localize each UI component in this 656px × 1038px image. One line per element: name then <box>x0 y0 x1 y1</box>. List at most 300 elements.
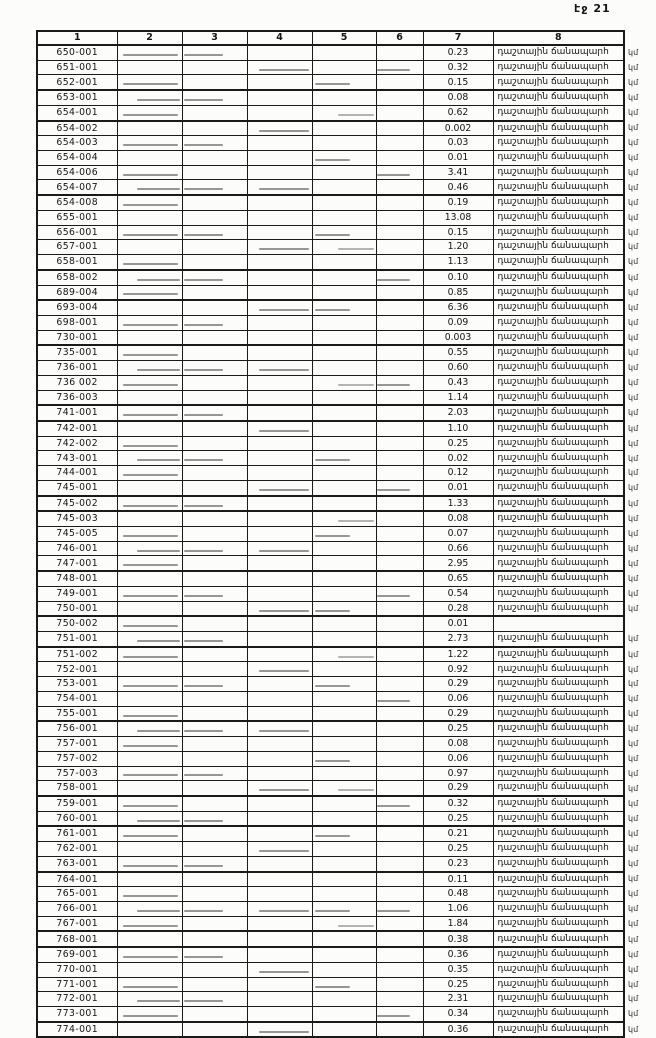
empty-cell <box>182 1022 247 1038</box>
empty-cell <box>312 375 376 390</box>
empty-cell <box>376 421 423 436</box>
road-type-cell: դաշտային ճանապարհ <box>493 691 624 706</box>
empty-cell <box>312 826 376 841</box>
table-row <box>37 842 656 857</box>
road-type-cell: դաշտային ճանապարհ <box>493 270 624 285</box>
parcel-code-cell: 769-001 <box>37 947 117 962</box>
empty-cell <box>117 165 182 180</box>
unit-cell: կմ <box>628 348 639 358</box>
unit-cell: կմ <box>628 123 639 133</box>
road-type-cell: դաշտային ճանապարհ <box>493 556 624 571</box>
road-type-cell: դաշտային ճանապարհ <box>493 632 624 647</box>
table-row <box>37 647 656 662</box>
column-header-5: 5 <box>312 31 376 45</box>
table-row <box>37 136 656 151</box>
empty-cell <box>376 136 423 151</box>
road-type-cell: դաշտային ճանապարհ <box>493 677 624 692</box>
unit-cell: կմ <box>628 603 639 613</box>
empty-cell <box>182 45 247 60</box>
parcel-code-cell: 748-001 <box>37 571 117 586</box>
empty-cell <box>117 330 182 345</box>
empty-cell <box>182 556 247 571</box>
parcel-code-cell: 652-001 <box>37 75 117 90</box>
empty-cell <box>376 737 423 752</box>
road-type-cell: դաշտային ճանապարհ <box>493 375 624 390</box>
unit-cell: կմ <box>628 213 639 223</box>
empty-cell <box>376 45 423 60</box>
empty-cell <box>247 962 312 977</box>
empty-cell <box>117 421 182 436</box>
table-row <box>37 751 656 766</box>
empty-cell <box>247 1022 312 1038</box>
table-row <box>37 405 656 421</box>
empty-cell <box>182 315 247 330</box>
empty-cell <box>376 677 423 692</box>
unit-cell: կմ <box>628 153 639 163</box>
road-type-cell: դաշտային ճանապարհ <box>493 992 624 1007</box>
empty-cell <box>247 180 312 195</box>
empty-cell <box>182 165 247 180</box>
empty-cell <box>182 586 247 601</box>
empty-cell <box>312 677 376 692</box>
table-row <box>37 601 656 616</box>
parcel-code-cell: 757-002 <box>37 751 117 766</box>
area-value-cell: 2.73 <box>423 632 493 647</box>
area-value-cell: 0.92 <box>423 662 493 677</box>
empty-cell <box>376 601 423 616</box>
empty-cell <box>182 931 247 947</box>
empty-cell <box>247 255 312 270</box>
page-number-label: էջ 21 <box>574 2 611 15</box>
area-value-cell: 0.38 <box>423 931 493 947</box>
empty-cell <box>312 842 376 857</box>
empty-cell <box>182 285 247 300</box>
empty-cell <box>312 811 376 826</box>
table-row <box>37 962 656 977</box>
empty-cell <box>247 947 312 962</box>
road-type-cell: դաշտային ճանապարհ <box>493 165 624 180</box>
area-value-cell: 2.31 <box>423 992 493 1007</box>
road-type-cell: դաշտային ճանապարհ <box>493 361 624 376</box>
empty-cell <box>117 962 182 977</box>
empty-cell <box>376 916 423 931</box>
empty-cell <box>312 105 376 120</box>
table-row <box>37 195 656 210</box>
table-row <box>37 330 656 345</box>
empty-cell <box>312 962 376 977</box>
table-row <box>37 345 656 360</box>
empty-cell <box>247 151 312 166</box>
area-value-cell: 0.08 <box>423 90 493 105</box>
empty-cell <box>376 210 423 225</box>
empty-cell <box>117 210 182 225</box>
empty-cell <box>117 375 182 390</box>
road-type-cell: դաշտային ճանապարհ <box>493 781 624 796</box>
empty-cell <box>117 527 182 542</box>
parcel-code-cell: 736 002 <box>37 375 117 390</box>
empty-cell <box>117 856 182 871</box>
unit-cell: կմ <box>628 438 639 448</box>
empty-cell <box>117 136 182 151</box>
road-type-cell: դաշտային ճանապարհ <box>493 601 624 616</box>
parcel-code-cell: 751-001 <box>37 632 117 647</box>
empty-cell <box>117 691 182 706</box>
empty-cell <box>117 781 182 796</box>
parcel-code-cell: 654-002 <box>37 121 117 136</box>
table-row <box>37 436 656 451</box>
road-type-cell: դաշտային ճանապարհ <box>493 916 624 931</box>
empty-cell <box>312 766 376 781</box>
parcel-code-cell: 656-001 <box>37 225 117 240</box>
parcel-code-cell: 745-002 <box>37 496 117 512</box>
table-row <box>37 872 656 887</box>
road-type-cell: դաշտային ճանապարհ <box>493 180 624 195</box>
road-type-cell: դաշտային ճանապարհ <box>493 436 624 451</box>
empty-cell <box>247 285 312 300</box>
road-type-cell: դաշտային ճանապարհ <box>493 706 624 721</box>
empty-cell <box>247 662 312 677</box>
area-value-cell: 0.08 <box>423 511 493 526</box>
empty-cell <box>312 136 376 151</box>
empty-cell <box>182 240 247 255</box>
empty-cell <box>117 225 182 240</box>
empty-cell <box>117 121 182 136</box>
road-type-cell: դաշտային ճանապարհ <box>493 285 624 300</box>
empty-cell <box>376 721 423 736</box>
empty-cell <box>376 225 423 240</box>
table-row <box>37 556 656 571</box>
empty-cell <box>312 737 376 752</box>
area-value-cell: 0.29 <box>423 781 493 796</box>
empty-cell <box>247 345 312 360</box>
empty-cell <box>312 75 376 90</box>
table-row <box>37 466 656 481</box>
unit-cell: կմ <box>628 227 639 237</box>
empty-cell <box>117 571 182 586</box>
empty-cell <box>312 916 376 931</box>
road-type-cell: դաշտային ճանապարհ <box>493 1022 624 1038</box>
area-value-cell: 0.35 <box>423 962 493 977</box>
parcel-code-cell: 765-001 <box>37 887 117 902</box>
empty-cell <box>376 285 423 300</box>
column-header-4: 4 <box>247 31 312 45</box>
road-type-cell: դաշտային ճանապարհ <box>493 826 624 841</box>
empty-cell <box>117 931 182 947</box>
empty-cell <box>247 405 312 421</box>
parcel-code-cell: 749-001 <box>37 586 117 601</box>
area-value-cell: 0.25 <box>423 842 493 857</box>
parcel-code-cell: 658-001 <box>37 255 117 270</box>
table-row <box>37 947 656 962</box>
empty-cell <box>247 901 312 916</box>
empty-cell <box>247 977 312 992</box>
unit-cell: կմ <box>628 904 639 914</box>
parcel-code-cell: 758-001 <box>37 781 117 796</box>
empty-cell <box>376 842 423 857</box>
empty-cell <box>376 977 423 992</box>
empty-cell <box>117 977 182 992</box>
empty-cell <box>182 195 247 210</box>
road-type-cell: դաշտային ճանապարհ <box>493 151 624 166</box>
empty-cell <box>312 60 376 75</box>
table-row <box>37 811 656 826</box>
empty-cell <box>312 225 376 240</box>
empty-cell <box>247 361 312 376</box>
empty-cell <box>312 541 376 556</box>
empty-cell <box>376 571 423 586</box>
table-row <box>37 75 656 90</box>
area-value-cell: 0.002 <box>423 121 493 136</box>
table-row <box>37 105 656 120</box>
empty-cell <box>117 361 182 376</box>
parcel-code-cell: 751-002 <box>37 647 117 662</box>
empty-cell <box>247 541 312 556</box>
unit-cell: կմ <box>628 994 639 1004</box>
road-type-cell: դաշտային ճանապարհ <box>493 405 624 421</box>
parcel-code-cell: 747-001 <box>37 556 117 571</box>
empty-cell <box>247 511 312 526</box>
unit-cell: կմ <box>628 529 639 539</box>
unit-cell: կմ <box>628 859 639 869</box>
empty-cell <box>247 586 312 601</box>
empty-cell <box>376 556 423 571</box>
empty-cell <box>117 496 182 512</box>
table-row <box>37 766 656 781</box>
empty-cell <box>247 1007 312 1022</box>
empty-cell <box>182 601 247 616</box>
empty-cell <box>376 751 423 766</box>
empty-cell <box>376 105 423 120</box>
empty-cell <box>376 872 423 887</box>
table-row <box>37 240 656 255</box>
empty-cell <box>376 947 423 962</box>
area-value-cell: 1.84 <box>423 916 493 931</box>
empty-cell <box>312 451 376 466</box>
unit-cell: կմ <box>628 588 639 598</box>
empty-cell <box>182 826 247 841</box>
parcel-code-cell: 742-002 <box>37 436 117 451</box>
empty-cell <box>117 541 182 556</box>
road-type-cell: դաշտային ճանապարհ <box>493 947 624 962</box>
area-value-cell: 0.85 <box>423 285 493 300</box>
parcel-code-cell: 650-001 <box>37 45 117 60</box>
table-row <box>37 721 656 736</box>
table-row <box>37 977 656 992</box>
empty-cell <box>182 361 247 376</box>
unit-cell: կմ <box>628 62 639 72</box>
empty-cell <box>117 285 182 300</box>
area-value-cell: 1.13 <box>423 255 493 270</box>
empty-cell <box>312 887 376 902</box>
unit-cell: կմ <box>628 649 639 659</box>
column-header-7: 7 <box>423 31 493 45</box>
empty-cell <box>182 511 247 526</box>
parcel-code-cell: 767-001 <box>37 916 117 931</box>
unit-cell: կմ <box>628 949 639 959</box>
unit-cell: կմ <box>628 798 639 808</box>
empty-cell <box>247 616 312 631</box>
area-value-cell: 0.34 <box>423 1007 493 1022</box>
empty-cell <box>376 511 423 526</box>
unit-cell: կմ <box>628 408 639 418</box>
parcel-code-cell: 654-008 <box>37 195 117 210</box>
parcel-code-cell: 763-001 <box>37 856 117 871</box>
empty-cell <box>247 601 312 616</box>
parcel-code-cell: 768-001 <box>37 931 117 947</box>
area-value-cell: 0.28 <box>423 601 493 616</box>
area-value-cell: 0.03 <box>423 136 493 151</box>
table-row <box>37 210 656 225</box>
empty-cell <box>117 270 182 285</box>
empty-cell <box>117 300 182 315</box>
empty-cell <box>182 677 247 692</box>
empty-cell <box>376 811 423 826</box>
empty-cell <box>247 737 312 752</box>
empty-cell <box>376 691 423 706</box>
empty-cell <box>182 781 247 796</box>
unit-cell: կմ <box>628 558 639 568</box>
empty-cell <box>247 556 312 571</box>
parcel-code-cell: 757-001 <box>37 737 117 752</box>
empty-cell <box>376 706 423 721</box>
empty-cell <box>376 1022 423 1038</box>
unit-cell: կմ <box>628 198 639 208</box>
road-type-cell: դաշտային ճանապարհ <box>493 962 624 977</box>
empty-cell <box>247 225 312 240</box>
table-row <box>37 901 656 916</box>
parcel-code-cell: 755-001 <box>37 706 117 721</box>
empty-cell <box>376 527 423 542</box>
empty-cell <box>376 361 423 376</box>
empty-cell <box>182 121 247 136</box>
table-row <box>37 361 656 376</box>
road-type-cell: դաշտային ճանապարհ <box>493 856 624 871</box>
area-value-cell: 0.25 <box>423 811 493 826</box>
table-row <box>37 180 656 195</box>
road-type-cell: դաշտային ճանապարհ <box>493 105 624 120</box>
empty-cell <box>376 781 423 796</box>
empty-cell <box>117 451 182 466</box>
empty-cell <box>247 210 312 225</box>
empty-cell <box>182 616 247 631</box>
parcel-code-cell: 735-001 <box>37 345 117 360</box>
empty-cell <box>117 992 182 1007</box>
empty-cell <box>247 781 312 796</box>
empty-cell <box>376 345 423 360</box>
empty-cell <box>247 872 312 887</box>
empty-cell <box>247 105 312 120</box>
parcel-code-cell: 653-001 <box>37 90 117 105</box>
table-row <box>37 300 656 315</box>
table-row <box>37 931 656 947</box>
parcel-code-cell: 750-002 <box>37 616 117 631</box>
empty-cell <box>376 480 423 495</box>
unit-cell: կմ <box>628 333 639 343</box>
road-type-cell: դաշտային ճանապարհ <box>493 210 624 225</box>
empty-cell <box>376 300 423 315</box>
area-value-cell: 0.02 <box>423 451 493 466</box>
road-type-cell: դաշտային ճանապարհ <box>493 345 624 360</box>
empty-cell <box>182 647 247 662</box>
empty-cell <box>182 901 247 916</box>
empty-cell <box>247 90 312 105</box>
empty-cell <box>247 527 312 542</box>
unit-cell: կմ <box>628 514 639 524</box>
empty-cell <box>117 826 182 841</box>
table-header-row <box>37 31 656 45</box>
parcel-code-cell: 654-004 <box>37 151 117 166</box>
table-row <box>37 992 656 1007</box>
road-type-cell: դաշտային ճանապարհ <box>493 480 624 495</box>
area-value-cell: 0.97 <box>423 766 493 781</box>
empty-cell <box>117 796 182 811</box>
table-row <box>37 781 656 796</box>
table-row <box>37 856 656 871</box>
empty-cell <box>247 165 312 180</box>
empty-cell <box>376 330 423 345</box>
area-value-cell: 0.23 <box>423 856 493 871</box>
empty-cell <box>182 390 247 405</box>
empty-cell <box>312 662 376 677</box>
empty-cell <box>247 136 312 151</box>
area-value-cell: 0.09 <box>423 315 493 330</box>
empty-cell <box>312 466 376 481</box>
empty-cell <box>312 345 376 360</box>
empty-cell <box>312 751 376 766</box>
empty-cell <box>312 796 376 811</box>
empty-cell <box>117 887 182 902</box>
empty-cell <box>312 781 376 796</box>
empty-cell <box>376 796 423 811</box>
empty-cell <box>117 811 182 826</box>
unit-cell: կմ <box>628 934 639 944</box>
area-value-cell: 1.10 <box>423 421 493 436</box>
empty-cell <box>376 375 423 390</box>
empty-cell <box>182 887 247 902</box>
area-value-cell: 2.03 <box>423 405 493 421</box>
empty-cell <box>117 75 182 90</box>
road-type-cell: դաշտային ճանապարհ <box>493 571 624 586</box>
empty-cell <box>182 691 247 706</box>
parcel-code-cell: 750-001 <box>37 601 117 616</box>
unit-cell: կմ <box>628 829 639 839</box>
area-value-cell: 0.32 <box>423 796 493 811</box>
road-type-cell: դաշտային ճանապարհ <box>493 300 624 315</box>
empty-cell <box>182 136 247 151</box>
empty-cell <box>247 330 312 345</box>
unit-cell: կմ <box>628 979 639 989</box>
unit-cell: կմ <box>628 363 639 373</box>
unit-cell: կմ <box>628 964 639 974</box>
empty-cell <box>312 947 376 962</box>
table-row <box>37 706 656 721</box>
empty-cell <box>312 691 376 706</box>
road-type-cell: դաշտային ճանապարհ <box>493 511 624 526</box>
empty-cell <box>312 121 376 136</box>
unit-cell: կմ <box>628 47 639 57</box>
empty-cell <box>247 571 312 586</box>
road-type-cell: դաշտային ճանապարհ <box>493 721 624 736</box>
empty-cell <box>312 721 376 736</box>
empty-cell <box>247 240 312 255</box>
empty-cell <box>117 556 182 571</box>
unit-cell: կմ <box>628 423 639 433</box>
road-type-cell: դաշտային ճանապարհ <box>493 901 624 916</box>
empty-cell <box>182 916 247 931</box>
empty-cell <box>312 601 376 616</box>
table-row <box>37 375 656 390</box>
road-type-cell: դաշտային ճանապարհ <box>493 421 624 436</box>
